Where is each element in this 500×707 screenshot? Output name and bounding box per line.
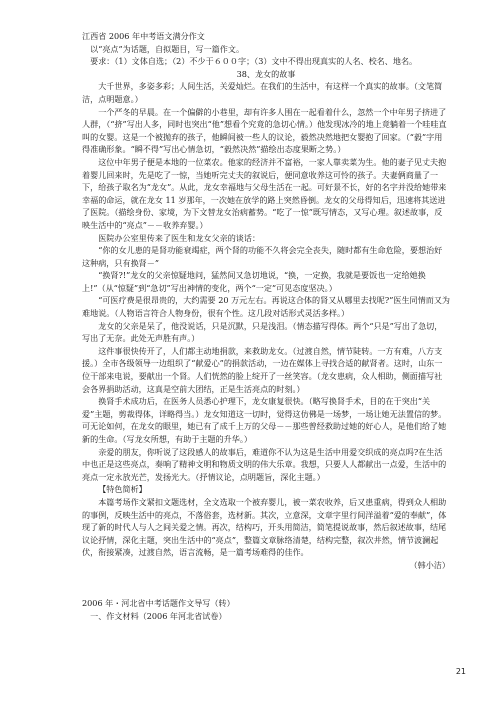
section-footer [82, 597, 450, 622]
paragraph: 换肾手术成功后，在医务人员悉心护理下，龙女康复很快。（略写换肾手术，目的在于突出“关爱”主题，剪裁得体，详略得当。）龙女知道这一切时，觉得这仿佛是一场梦，一场让她无法置信的梦。可无论如何，在龙女的眼里，她已有了成千上万的父母－－那些曾经救助过她的好心人，是他们给了她新的生命。（写龙女所想，有助于主题的升华。） [82, 396, 447, 444]
essay-title: 38、龙女的故事 [236, 68, 296, 79]
topic-instruction: 以“亮点”为话题，自拟题目，写一篇作文。 [90, 43, 245, 54]
analysis-paragraph: 本篇考场作文紧扣文题选材，全文选取一个被弃婴儿，被一菜农收养，后又患重病，得到众人相助的事例，反映生活中的亮点，不落俗套，选材新。其次，立意深，文章字里行间洋溢着“爱的奉献”，体现了新的时代人与人之间关爱之情。再次，结构巧，开头用简洁，简笔提说故事，然后叙述故事，结尾议论抒情，深化主题，突出生活中的“亮点”，整篇文章脉络清楚，结构完整，叙次井然，情节波澜起伏，衔接紧凑，过渡自然，语言流畅，是一篇考场难得的佳作。 [82, 496, 447, 558]
paragraph: 一个严冬的早晨。在一个偏僻的小巷里，却有许多人围在一起看着什么，忽然一个中年男子挤进了人群，（“挤”写出人多，同时也突出“他”想看个究竟的急切心情。）他发现冰冷的地上竟躺着一个哇哇直叫的女婴。这是一个被抛弃的孩子，他瞬间被一些人的议论，毅然决然地把女婴抱了回家。（“毅”字用得准确形象。“瞬不得”写出心情急切，“毅然决然”描绘出态度果断之势。） [82, 106, 447, 155]
paragraph: 这位中年男子便是本地的一位菜农。他家的经济并不富裕，一家人靠卖菜为生。他的妻子见丈夫抱着婴儿回来时，先是吃了一惊，当她听完丈夫的叙说后，便同意收养这可怜的孩子。夫妻俩商量了一下，给孩子取名为“龙女”。从此，龙女幸福地与父母生活在一起。可好景不长，好的名字并没给她带来幸福的命运，就在龙女 11 岁那年，一次她在放学的路上突然昏倒。龙女的父母得知后，迅速将其送进了医院。（描绘身份、家境，为下文替龙女治病蓄势。“吃了一惊”既写情态，又写心理。叙述故事，反映生活中的“亮点”－－收养弃婴。） [82, 156, 447, 230]
paragraph: 龙女的父亲是呆了，他没说话，只是沉默，只是浅泪。（情态描写得体。两个“只是”写出了急切，写出了无奈。此处无声胜有声。） [82, 320, 443, 344]
paragraph: “换肾?!”龙女的父亲惊疑地问，猛然间又急切地说，“换，一定换，我就是要饭也一定给她换上!”（从“惊疑”到“急切”写出神情的变化，两个“一定”可见态度坚决。） [82, 270, 426, 293]
requirements: 要求：（1）文体自选；（2）不少于６００字；（3）文中不得出现真实的人名、校名、地名。 [90, 56, 418, 67]
article-body [82, 30, 450, 572]
page-number: 21 [455, 667, 466, 676]
analysis-heading: 【特色简析】 [98, 484, 147, 495]
author-credit: （韩小洁） [409, 559, 450, 570]
paragraph: “可医疗费是很昂贵的，大约需要 20 万元左右。再说这合体的肾又从哪里去找呢?”医生同情而又为难地说。（人物语言符合人物身份，很有个性。这几段对话形式灵活多样。） [82, 295, 451, 319]
paragraph: 大千世界，多姿多彩；人间生活，关爱灿烂。在我们的生活中，有这样一个真实的故事。（文笔简洁，点明题意。） [82, 81, 443, 104]
footer-subtitle: 一、作文材料（2006 年河北省试卷） [90, 610, 227, 621]
paragraph: 这件事很快传开了，人们都主动地捐款，来救助龙女。（过渡自然，情节陡转。一方有难，八方支援。）全市各级领导一边组织了“献爱心”的捐款活动，一边在媒体上寻找合适的献肾者。这时，山东一位干部来电说，要献出一个肾。人们恍然的脸上绽开了一丝笑容。（龙女患病，众人相助，侧面描写社会各界捐助活动，这真是空前大团结，正是生活亮点的时刻。） [82, 345, 443, 394]
exam-heading: 江西省 2006 年中考语文满分作文 [82, 31, 205, 41]
paragraph: 医院办公室里传来了医生和龙女父亲的谈话： [98, 232, 261, 243]
footer-title: 2006 年・河北省中考话题作文导写（转） [82, 598, 235, 608]
paragraph: 亲爱的朋友，你听说了这段感人的故事后，难道你不认为这是生活中用爱交织成的亮点吗?在生活中也正是这些亮点，奏响了精神文明和物质文明的伟大乐章。我想，只要人人都献出一点爱，生活中的亮点一定永放光芒，发扬光大。（抒情议论，点明题旨，深化主题。） [82, 446, 447, 482]
paragraph: “你的女儿患的是肾功能衰竭症，两个肾的功能不久将会完全丧失，随时都有生命危险，要想治好这种病，只有换肾－” [82, 245, 443, 268]
